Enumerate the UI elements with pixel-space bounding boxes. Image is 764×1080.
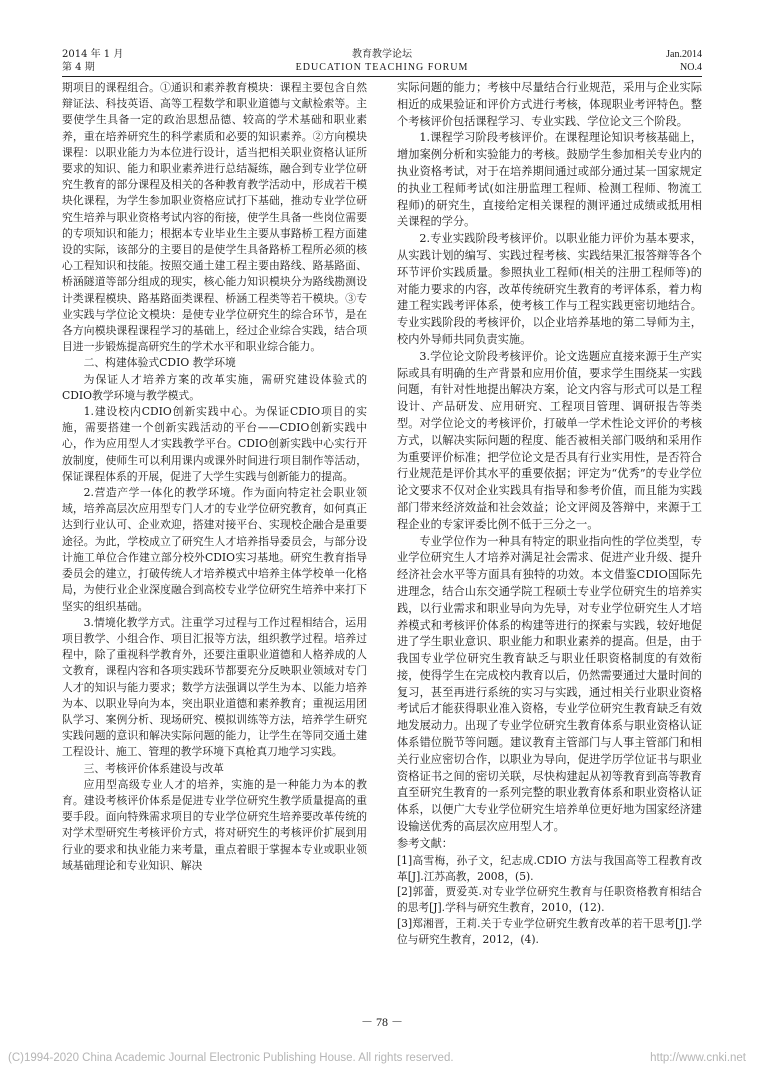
body-paragraph: 应用型高级专业人才的培养，实施的是一种能力为本的教育。建设考核评价体系是促进专业学位研究生教学质量提高的重要手段。面向特殊需求项目的专业学位研究生培养要改革传统的对学术型研究生考核评价方式，将对研究生的考核评价扩展到用行业的要求和执业能力来考量，重点着眼于掌握本专业或职业领域基础理论和专业知识、解决 <box>62 777 367 872</box>
body-paragraph: 期项目的课程组合。①通识和素养教育模块：课程主要包含自然辩证法、科技英语、高等工程数学和职业道德与文献检索等。主要使学生具备一定的政治思想品德、较高的学术基础和职业素养，重在培养研究生的科学素质和必要的知识素养。②方向模块课程：以职业能力为本位进行设计，适当把相关职业资格认证所要求的知识、能力和职业素养进行总结凝练，融合到专业学位研究生教育的部分课程及相关的各种教育教学活动中，形成若干模块化课程，为学生参加职业资格应试打下基础，推动专业学位研究生培养与职业资格考试内容的衔接，使学生具备一些岗位需要的专项知识和能力；根据本专业毕业生主要从事路桥工程方面建设的实际，该部分的主要目的是使学生具备路桥工程所必须的核心工程知识和技能。按照交通土建工程主要由路线、路基路面、桥涵隧道等部分组成的现实，核心能力知识模块分为路线勘测设计类课程模块、路基路面类课程、桥涵工程类等若干模块。③专业实践与学位论文模块：是使专业学位研究生的综合环节，是在各方向模块课程课程学习的基础上，经过企业综合实践，结合项目进一步锻炼提高研究生的学术水平和职业综合能力。 <box>62 81 367 354</box>
references-list <box>397 853 702 948</box>
body-paragraph: 3.情境化教学方式。注重学习过程与工作过程相结合，运用项目教学、小组合作、项目汇报等方法，组织教学过程。培养过程中，除了重视科学教育外，还要注重职业道德和人格养成的人文教育，课程内容和各项实践环节都要充分反映职业领域对专门人才的知识与能力要求；数学方法强调以学生为本、以能力培养为本、以职业导向为本，突出职业道德和素养教育；重视运用团队学习、案例分析、现场研究、模拟训练等方法，培养学生研究实践问题的意识和解决实际问题的能力，让学生在等同交通土建工程设计、施工、管理的教学环境下真枪真刀地学习实践。 <box>62 615 367 759</box>
body-paragraph: 1.课程学习阶段考核评价。在课程理论知识考核基础上，增加案例分析和实验能力的考核。鼓励学生参加相关专业内的执业资格考试，对于在培养期间通过或部分通过某一国家规定的执业工程师考试(如注册监理工程师、检测工程师、物流工程师)的研究生，直接给定相关课程的测评通过成绩或抵用相关课程的学分。 <box>397 131 702 229</box>
body-paragraph: 实际问题的能力；考核中尽量结合行业规范，采用与企业实际相近的成果验证和评价方式进行考核，体现职业考评特色。整个考核评价包括课程学习、专业实践、学位论文三个阶段。 <box>397 81 702 128</box>
body-paragraph: 2.营造产学一体化的教学环境。作为面向特定社会职业领域，培养高层次应用型专门人才的专业学位研究教育，如何真正达到行业认可、企业欢迎，搭建对接平台、实现校企融合是重要途径。为此，学校成立了研究生人才培养指导委员会，与部分设计施工单位合作建立部分校外CDIO实习基地。研究生教育指导委员会的建立，打破传统人才培养模式中培养主体学校单一化格局，为使行业企业深度融合到高校专业学位研究生培养中来打下坚实的组织基础。 <box>62 486 367 613</box>
header-journal-title <box>62 48 702 74</box>
header-date-en: Jan.2014 <box>666 49 702 60</box>
page-number: － 78 － <box>360 1015 403 1029</box>
header-issue-info-en <box>666 48 702 74</box>
header-issue: 第 4 期 <box>62 62 95 73</box>
running-header <box>62 48 702 76</box>
references-title: 参考文献： <box>397 836 453 850</box>
references-section <box>397 836 702 948</box>
journal-name-en: EDUCATION TEACHING FORUM <box>295 62 469 73</box>
right-text-column <box>397 80 702 948</box>
reference-item: [2]郭蕾，贾爱英.对专业学位研究生教育与任职资格教育相结合的思考[J].学科与研究生教育，2010，(12). <box>397 885 702 915</box>
right-column-body <box>397 80 702 836</box>
body-paragraph: 专业学位作为一种具有特定的职业指向性的学位类型，专业学位研究生人才培养对满足社会需求、促进产业升级、提升经济社会水平等方面具有独特的功效。本文借鉴CDIO国际先进理念，结合山东交通学院工程硕士专业学位研究生的培养实践，以行业需求和职业导向为先导，对专业学位研究生人才培养模式和考核评价体系的构建等进行的探索与实践，较好地促进了学生职业意识、职业能力和职业素养的提高。但是，由于我国专业学位研究生教育缺乏与职业任职资格制度的有效衔接，使得学生在完成校内教育以后，仍然需要通过大量时间的复习，甚至再进行系统的实习与实践，通过相关行业职业资格考试后才能获得职业准入资格，专业学位研究生教育缺乏有效地发展动力。出现了专业学位研究生教育体系与职业资格认证体系错位脱节等问题。建议教育主管部门与人事主管部门和相关行业应密切合作，以职业为导向，促进学历学位证书与职业资格证书之间的密切关联，尽快构建起从初等教育到高等教育直至研究生教育的一系列完整的职业教育体系和职业资格认证体系，以便广大专业学位研究生培养单位更好地为国家经济建设输送优秀的高层次应用型人才。 <box>397 534 702 834</box>
header-divider <box>62 76 702 77</box>
reference-item: [3]郑湘晋，王莉.关于专业学位研究生教育改革的若干思考[J].学位与研究生教育，2012，(4). <box>397 917 702 946</box>
journal-name-cn: 教育教学论坛 <box>352 49 412 60</box>
section-heading: 三、考核评价体系建设与改革 <box>83 761 224 775</box>
body-paragraph: 2.专业实践阶段考核评价。以职业能力评价为基本要求，从实践计划的编写、实践过程考核、实践结果汇报答辩等各个环节评价实践质量。参照执业工程师(相关的注册工程师等)的对能力要求的内容，改革传统研究生教育的考评体系，着力构建工程实践考评体系，使考核工作与工程实践更密切地结合。专业实践阶段的考核评价，以企业培养基地的第二导师为主，校内外导师共同负责实施。 <box>397 232 702 346</box>
header-year-month: 2014 年 1 月 <box>62 49 124 60</box>
header-issue-en: NO.4 <box>680 62 702 73</box>
section-heading: 二、构建体验式CDIO 教学环境 <box>83 356 236 370</box>
body-paragraph: 3.学位论文阶段考核评价。论文选题应直接来源于生产实际或具有明确的生产背景和应用价值，要求学生围绕某一实践问题，有针对性地提出解决方案，论文内容与形式可以是工程设计、产品研发、应用研究、工程项目管理、调研报告等类型。对学位论文的考核评价，打破单一学术性论文评价的考核方式，以解决实际问题的程度、能否被相关部门吸纳和采用作为重要评价标准；把学位论文是否具有行业实用性，是否符合行业规范是评价其水平的重要依据；评定为“优秀”的专业学位论文要求不仅对企业实践具有指导和参考价值，而且能为实践部门带来经济效益和社会效益；论文评阅及答辩中，来源于工程企业的专家评委比例不低于三分之一。 <box>397 349 702 531</box>
footer-copyright: (C)1994-2020 China Academic Journal Electronic Publishing House. All rights reserved. <box>8 1052 454 1064</box>
left-text-column <box>62 80 367 874</box>
footer-url: http://www.cnki.net <box>650 1052 746 1064</box>
body-paragraph: 1.建设校内CDIO创新实践中心。为保证CDIO项目的实施，需要搭建一个创新实践活动的平台——CDIO创新实践中心，作为应用型人才实践教学平台。CDIO创新实践中心实行开放制度，使师生可以利用课内或课外时间进行项目制作等活动，保证课程体系的开展，促进了大学生实践与创新能力的提高。 <box>62 405 367 483</box>
body-paragraph: 为保证人才培养方案的改革实施，需研究建设体验式的CDIO教学环境与教学模式。 <box>62 372 367 402</box>
reference-item: [1]高雪梅，孙子文，纪志成.CDIO 方法与我国高等工程教育改革[J].江苏高教，2008，(5). <box>397 853 702 883</box>
